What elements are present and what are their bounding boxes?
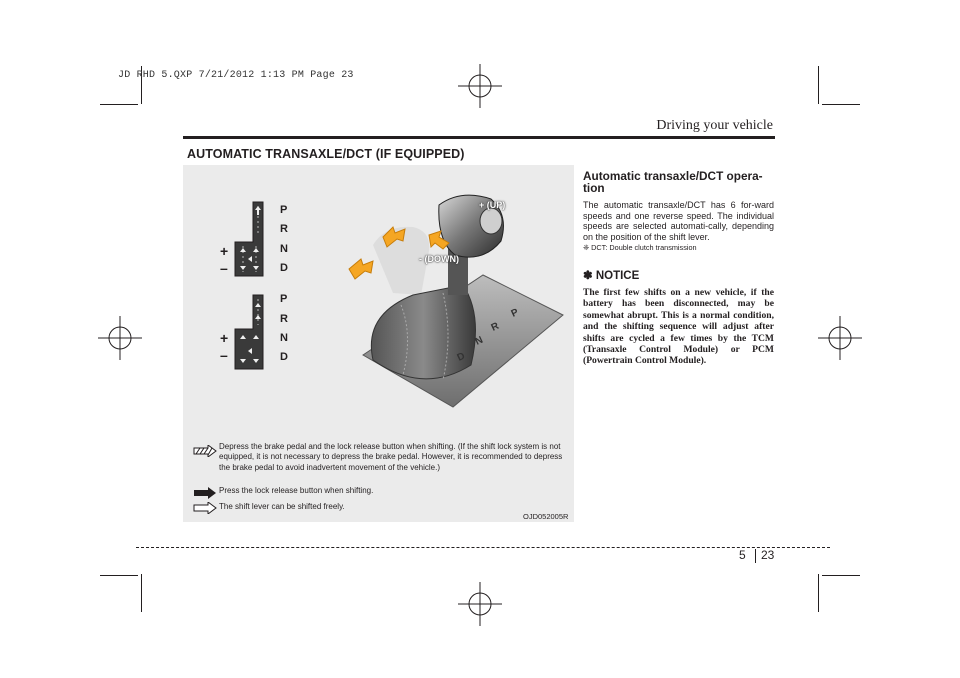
legend-text-brake: Depress the brake pedal and the lock release button when shifting. (If the shift lock system is not equipped, it is not necessary to depress the brake pedal. However, it is recommended to depress the brake pedal to avoid inadvertent movement of the vehicle.) bbox=[219, 442, 563, 472]
svg-text:D: D bbox=[455, 350, 467, 364]
hatched-arrow-icon bbox=[193, 445, 217, 457]
figure-code: OJD052005R bbox=[523, 512, 569, 521]
page-number: 23 bbox=[761, 548, 775, 562]
footnote: ❈ DCT: Double clutch transmission bbox=[583, 243, 697, 253]
down-label: - (DOWN) bbox=[419, 254, 459, 264]
crop-mark bbox=[818, 574, 819, 612]
registration-mark-icon bbox=[96, 314, 144, 362]
subsection-heading: Automatic transaxle/DCT opera-tion bbox=[583, 169, 763, 195]
outline-arrow-icon bbox=[193, 502, 217, 514]
gate-letter-p: P bbox=[280, 293, 288, 305]
plus-sign: + bbox=[220, 330, 229, 346]
plus-sign: + bbox=[220, 243, 229, 259]
gate-letter-n: N bbox=[280, 243, 288, 255]
solid-arrow-icon bbox=[193, 487, 217, 499]
right-column bbox=[583, 170, 774, 367]
registration-mark-icon bbox=[456, 62, 504, 110]
gate-letter-r: R bbox=[280, 313, 288, 325]
svg-text:N: N bbox=[473, 334, 485, 348]
minus-sign: – bbox=[220, 347, 228, 363]
body-paragraph: The automatic transaxle/DCT has 6 for-ward speeds and one reverse speed. The individual speeds are selected automati-cally, depending on the position of the shift lever. bbox=[583, 200, 774, 242]
footer-dashed-rule bbox=[136, 547, 830, 548]
section-title: AUTOMATIC TRANSAXLE/DCT (IF EQUIPPED) bbox=[187, 147, 465, 161]
shift-gate-diagram-top bbox=[207, 196, 287, 286]
crop-mark bbox=[100, 575, 138, 576]
crop-mark bbox=[818, 66, 819, 104]
header-rule bbox=[183, 136, 775, 139]
legend-text-free: The shift lever can be shifted freely. bbox=[219, 502, 345, 511]
gate-letter-r: R bbox=[280, 223, 288, 235]
notice-body: The first few shifts on a new vehicle, if the battery has been disconnected, may be somewhat abrupt. This is a normal condition, and the shifting sequence will adjust after shifts are cycled a few times by the TCM (Transaxle Control Module) or PCM (Powertrain Control Module). bbox=[583, 286, 774, 367]
shift-gate-diagram-bottom bbox=[207, 289, 287, 379]
crop-mark bbox=[141, 574, 142, 612]
registration-mark-icon bbox=[816, 314, 864, 362]
crop-mark bbox=[822, 575, 860, 576]
print-slug: JD RHD 5.QXP 7/21/2012 1:13 PM Page 23 bbox=[118, 70, 354, 81]
gate-letter-p: P bbox=[280, 204, 288, 216]
gate-letter-d: D bbox=[280, 262, 288, 274]
gate-letter-d: D bbox=[280, 351, 288, 363]
registration-mark-icon bbox=[456, 580, 504, 628]
chapter-number: 5 bbox=[739, 548, 746, 562]
notice-title: ✽ NOTICE bbox=[583, 269, 640, 282]
shift-lever-illustration bbox=[343, 185, 573, 410]
crop-mark bbox=[822, 104, 860, 105]
running-header: Driving your vehicle bbox=[656, 118, 773, 133]
svg-text:R: R bbox=[489, 320, 501, 334]
crop-mark bbox=[100, 104, 138, 105]
legend-text-press: Press the lock release button when shifting. bbox=[219, 486, 374, 495]
shift-lever-figure bbox=[183, 165, 574, 522]
page-separator bbox=[755, 549, 756, 563]
svg-text:P: P bbox=[509, 306, 521, 320]
up-label: + (UP) bbox=[479, 200, 506, 210]
minus-sign: – bbox=[220, 260, 228, 276]
gate-letter-n: N bbox=[280, 332, 288, 344]
